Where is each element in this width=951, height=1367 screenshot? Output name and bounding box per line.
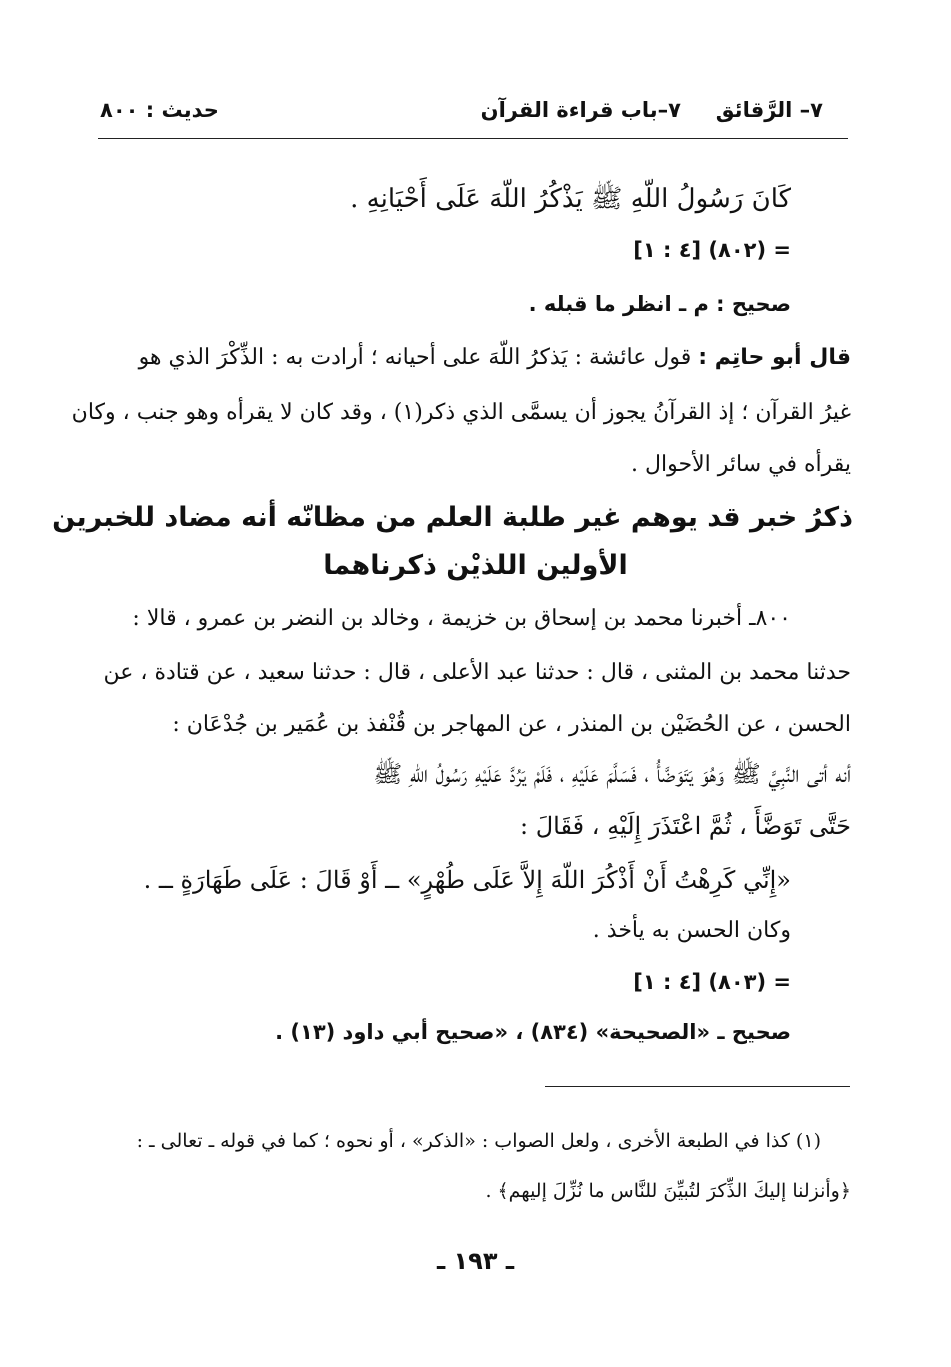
footnote-divider	[545, 1086, 850, 1087]
commentary-line-2: غيرُ القرآن ؛ إذ القرآنُ يجوز أن يسمَّى الذي ذكر(١) ، وقد كان لا يقرأه وهو جنب ، وكان	[71, 400, 851, 425]
isnad-line-3: الحسن ، عن الحُضَيْن بن المنذر ، عن المهاجر بن قُنْفذ بن عُمَير بن جُدْعَان :	[172, 712, 851, 737]
page-number: ـ ١٩٣ ـ	[436, 1247, 515, 1275]
section-title-line-2: الأولين اللذيْن ذكرناهما	[323, 550, 628, 581]
section-title-line-1: ذكرُ خبر قد يوهم غير طلبة العلم من مظانّه أنه مضاد للخبرين	[52, 502, 853, 533]
header-divider	[98, 138, 848, 139]
hadith-reference: = (٨٠٢) [٤ : ١]	[633, 238, 791, 262]
hadith-grade: صحيح : م ـ انظر ما قبله .	[528, 292, 791, 316]
running-header-book: ٧– الرَّقائق	[715, 98, 823, 122]
matn-reference: = (٨٠٣) [٤ : ١]	[633, 970, 791, 994]
matn-line-4: وكان الحسن به يأخذ .	[592, 918, 791, 943]
matn-line-1: أنه أتى النَّبِيَّ ﷺ وَهُوَ يَتَوَضَّأُ ، فَسَلَّمَ عَلَيْهِ ، فَلَمْ يَرُدَّ عَلَيْهِ رَسُولُ اللّهِ ﷺ	[373, 760, 851, 788]
commentary-line-3: يقرأه في سائر الأحوال .	[631, 452, 851, 477]
footnote-line-2: ﴿وأنزلنا إليكَ الذِّكرَ لتُبيِّنَ للنَّاس ما نُزِّلَ إليهم﴾ .	[485, 1180, 851, 1202]
running-header-chapter: ٧–باب قراءة القرآن	[480, 98, 681, 122]
commentary-author: قال أبو حاتِم :	[698, 345, 851, 370]
matn-line-2: حَتَّى تَوَضَّأَ ، ثُمَّ اعْتَذَرَ إِلَيْهِ ، فَقَالَ :	[520, 812, 851, 840]
isnad-line-2: حدثنا محمد بن المثنى ، قال : حدثنا عبد الأعلى ، قال : حدثنا سعيد ، عن قتادة ، عن	[103, 660, 851, 685]
footnote-line-1: (١) كذا في الطبعة الأخرى ، ولعل الصواب : «الذكر» ، أو نحوه ؛ كما في قوله ـ تعالى ـ :	[136, 1130, 821, 1152]
matn-grade: صحيح ـ «الصحيحة» (٨٣٤) ، «صحيح أبي داود (١٣) .	[275, 1020, 791, 1044]
commentary-line-1	[98, 345, 851, 371]
hadith-text: كَانَ رَسُولُ اللّهِ ﷺ يَذْكُرُ اللّهَ عَلَى أَحْيَانِهِ .	[350, 184, 791, 214]
running-header-hadith-number: حديث : ٨٠٠	[100, 98, 219, 122]
commentary-text: قول عائشة : يَذكرُ اللّهَ على أحيانه ؛ أرادت به : الذِّكْرَ الذي هو	[138, 345, 699, 370]
isnad-line-1: ٨٠٠ـ أخبرنا محمد بن إسحاق بن خزيمة ، وخالد بن النضر بن عمرو ، قالا :	[132, 606, 791, 631]
matn-line-3: «إِنِّي كَرِهْتُ أَنْ أَذْكُرَ اللّهَ إِلاَّ عَلَى طُهْرٍ» ــ أَوْ قَالَ : عَلَى طَهَارَةٍ ــ .	[143, 866, 791, 894]
